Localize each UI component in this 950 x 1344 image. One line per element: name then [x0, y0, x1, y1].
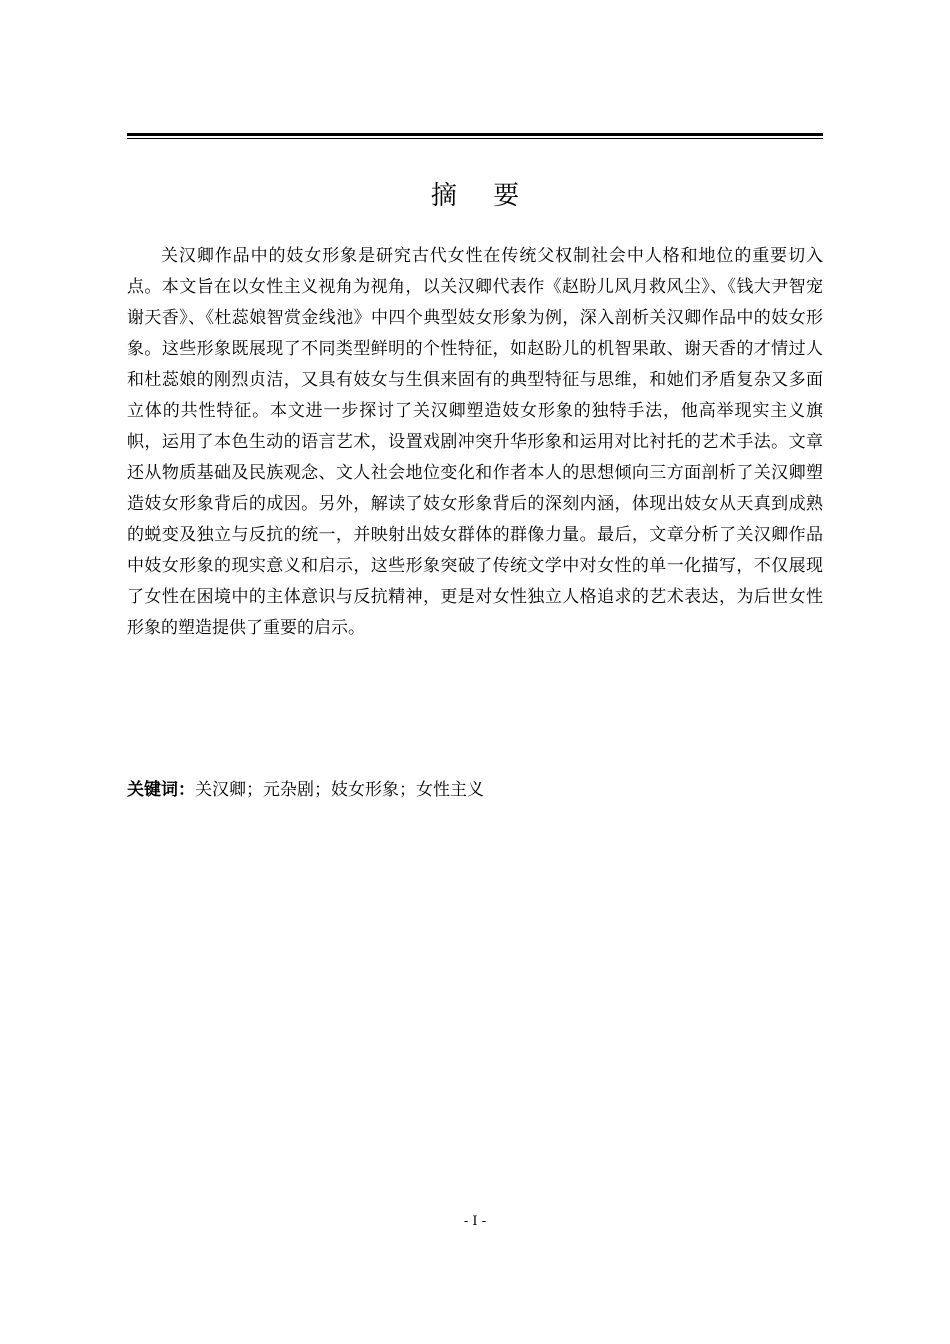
page-number: - I -	[463, 1214, 487, 1229]
header-rule-thick	[127, 133, 823, 136]
header-rule-thin	[127, 138, 823, 139]
keywords-line	[127, 776, 823, 804]
keywords-label: 关键词：	[127, 780, 195, 800]
page-title: 摘 要	[430, 181, 534, 211]
keywords-text: 关汉卿；元杂剧；妓女形象；女性主义	[195, 780, 484, 800]
abstract-paragraph: 关汉卿作品中的妓女形象是研究古代女性在传统父权制社会中人格和地位的重要切入点。本文旨在以女性主义视角为视角，以关汉卿代表作《赵盼儿风月救风尘》、《钱大尹智宠谢天香》、《杜蕊娘智赏金线池》中四个典型妓女形象为例，深入剖析关汉卿作品中的妓女形象。这些形象既展现了不同类型鲜明的个性特征，如赵盼儿的机智果敢、谢天香的才情过人和杜蕊娘的刚烈贞洁，又具有妓女与生俱来固有的典型特征与思维，和她们矛盾复杂又多面立体的共性特征。本文进一步探讨了关汉卿塑造妓女形象的独特手法，他高举现实主义旗帜，运用了本色生动的语言艺术，设置戏剧冲突升华形象和运用对比衬托的艺术手法。文章还从物质基础及民族观念、文人社会地位变化和作者本人的思想倾向三方面剖析了关汉卿塑造妓女形象背后的成因。另外，解读了妓女形象背后的深刻内涵，体现出妓女从天真到成熟的蜕变及独立与反抗的统一，并映射出妓女群体的群像力量。最后，文章分析了关汉卿作品中妓女形象的现实意义和启示，这些形象突破了传统文学中对女性的单一化描写，不仅展现了女性在困境中的主体意识与反抗精神，更是对女性独立人格追求的艺术表达，为后世女性形象的塑造提供了重要的启示。	[127, 246, 823, 638]
